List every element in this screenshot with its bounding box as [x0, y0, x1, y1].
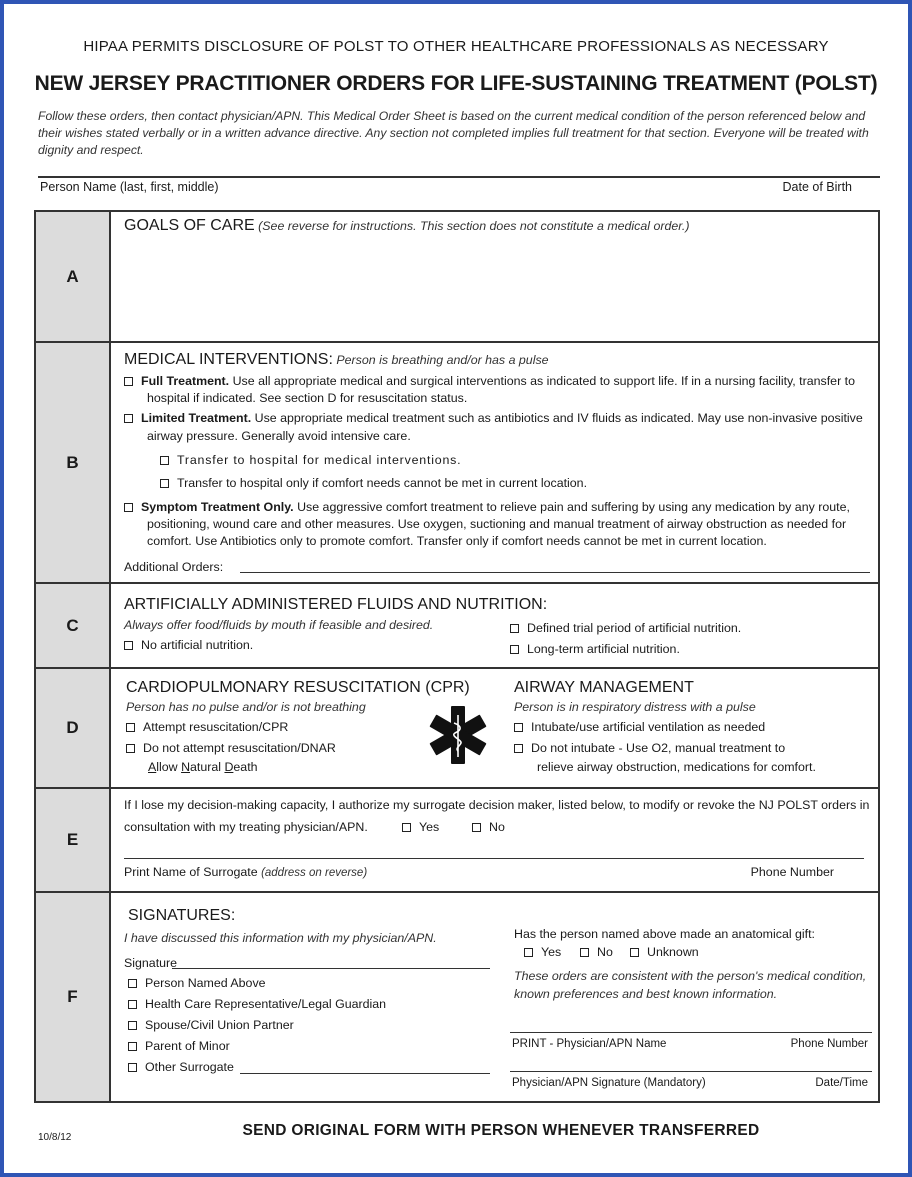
- signatures-heading: SIGNATURES:: [128, 907, 236, 924]
- healthcare-rep-checkbox[interactable]: [128, 1000, 137, 1009]
- goals-of-care-note: (See reverse for instructions. This section does not constitute a medical order.): [258, 219, 690, 233]
- medical-interventions-heading: MEDICAL INTERVENTIONS:: [124, 351, 333, 368]
- transfer-hospital-checkbox[interactable]: [160, 456, 169, 465]
- cpr-sub: Person has no pulse and/or is not breathing: [126, 700, 366, 714]
- limited-treatment-text-2: airway pressure. Generally avoid intensive care.: [147, 429, 411, 443]
- signature-label: Signature: [124, 956, 178, 970]
- full-treatment-text: Use all appropriate medical and surgical interventions as indicated to support life. If in a nursing facility, transfer to: [232, 374, 855, 388]
- symptom-treatment-text-3: comfort. Use Antibiotics only to promote comfort. Transfer only if comfort needs cannot be met in current location.: [147, 534, 767, 548]
- do-not-intubate-label-2: relieve airway obstruction, medications for comfort.: [537, 760, 816, 774]
- parent-label: Parent of Minor: [145, 1039, 230, 1053]
- surrogate-authorization-text: If I lose my decision-making capacity, I authorize my surrogate decision maker, listed below, to modify or revoke the NJ POLST orders in: [124, 798, 870, 812]
- transfer-comfort-checkbox[interactable]: [160, 479, 169, 488]
- limited-treatment-text: Use appropriate medical treatment such as antibiotics and IV fluids as indicated. May use non-invasive positive: [254, 411, 863, 425]
- intubate-checkbox[interactable]: [514, 723, 523, 732]
- full-treatment-checkbox[interactable]: [124, 377, 133, 386]
- trial-nutrition-label: Defined trial period of artificial nutrition.: [527, 621, 742, 635]
- trial-nutrition-checkbox[interactable]: [510, 624, 519, 633]
- section-c: [34, 582, 880, 669]
- full-treatment-text-2: hospital if indicated. See section D for resuscitation status.: [147, 391, 468, 405]
- form-intro: Follow these orders, then contact physician/APN. This Medical Order Sheet is based on the current medical condition of the person referenced below and their wishes stated verbally or in a written advance directive. Any section not completed implies full treatment for that section. Everyone will be treated with dignity and respect.: [38, 109, 869, 157]
- physician-name-line[interactable]: [510, 1032, 872, 1033]
- gift-no-label: No: [597, 945, 613, 959]
- airway-sub: Person is in respiratory distress with a pulse: [514, 700, 756, 714]
- section-a: [34, 210, 880, 343]
- gift-yes-label: Yes: [541, 945, 562, 959]
- gift-unknown-label: Unknown: [647, 945, 699, 959]
- gift-no-checkbox[interactable]: [580, 948, 589, 957]
- signature-line[interactable]: [172, 968, 490, 969]
- no-nutrition-checkbox[interactable]: [124, 641, 133, 650]
- other-surrogate-line[interactable]: [240, 1073, 490, 1074]
- limited-treatment-label: Limited Treatment.: [141, 411, 252, 425]
- section-f: [34, 891, 880, 1103]
- goals-of-care-field[interactable]: [124, 242, 872, 337]
- form-title: NEW JERSEY PRACTITIONER ORDERS FOR LIFE-SUSTAINING TREATMENT (POLST): [34, 72, 878, 95]
- section-letter: D: [36, 669, 111, 787]
- section-letter: A: [36, 212, 111, 341]
- cpr-heading: CARDIOPULMONARY RESUSCITATION (CPR): [126, 679, 470, 696]
- section-b: [34, 341, 880, 584]
- intubate-label: Intubate/use artificial ventilation as needed: [531, 720, 766, 734]
- section-letter: E: [36, 789, 111, 891]
- section-letter: C: [36, 584, 111, 667]
- section-letter: B: [36, 343, 111, 582]
- other-surrogate-label: Other Surrogate: [145, 1060, 234, 1074]
- physician-print-label: PRINT - Physician/APN Name: [512, 1038, 667, 1050]
- do-not-intubate-checkbox[interactable]: [514, 744, 523, 753]
- symptom-treatment-text-2: positioning, wound care and other measures. Use oxygen, suctioning and manual treatment of airway obstruction as needed for: [147, 517, 847, 531]
- symptom-treatment-text: Use aggressive comfort treatment to relieve pain and suffering by using any medication by any route,: [297, 500, 850, 514]
- signatures-discussed: I have discussed this information with my physician/APN.: [124, 931, 437, 945]
- section-letter: F: [36, 893, 111, 1101]
- surrogate-yes-label: Yes: [419, 820, 440, 834]
- surrogate-phone-label: Phone Number: [750, 865, 834, 879]
- surrogate-print-note: (address on reverse): [261, 867, 368, 879]
- medical-interventions-sub: Person is breathing and/or has a pulse: [336, 353, 549, 367]
- full-treatment-label: Full Treatment.: [141, 374, 230, 388]
- person-named-checkbox[interactable]: [128, 979, 137, 988]
- allow-natural-death: Allow Natural Death: [148, 760, 258, 774]
- parent-checkbox[interactable]: [128, 1042, 137, 1051]
- surrogate-name-line[interactable]: [124, 858, 864, 859]
- other-surrogate-checkbox[interactable]: [128, 1063, 137, 1072]
- person-info-row: [38, 176, 880, 198]
- additional-orders-line[interactable]: [240, 572, 870, 573]
- no-nutrition-label: No artificial nutrition.: [141, 638, 254, 652]
- dnar-checkbox[interactable]: [126, 744, 135, 753]
- date-of-birth-label: Date of Birth: [782, 180, 852, 194]
- do-not-intubate-label: Do not intubate - Use O2, manual treatment to: [531, 741, 786, 755]
- fluids-sub: Always offer food/fluids by mouth if feasible and desired.: [124, 618, 434, 632]
- person-name-label: Person Name (last, first, middle): [40, 180, 219, 194]
- section-e: [34, 787, 880, 893]
- form-date: 10/8/12: [38, 1132, 72, 1143]
- healthcare-rep-label: Health Care Representative/Legal Guardian: [145, 997, 387, 1011]
- person-named-label: Person Named Above: [145, 976, 266, 990]
- goals-of-care-heading: GOALS OF CARE: [124, 217, 255, 234]
- surrogate-no-checkbox[interactable]: [472, 823, 481, 832]
- transfer-hospital-label: Transfer to hospital for medical interventions.: [177, 453, 462, 467]
- long-term-nutrition-checkbox[interactable]: [510, 645, 519, 654]
- send-original-notice: SEND ORIGINAL FORM WITH PERSON WHENEVER TRANSFERRED: [242, 1122, 760, 1139]
- physician-phone-label: Phone Number: [790, 1038, 868, 1050]
- attempt-cpr-label: Attempt resuscitation/CPR: [143, 720, 289, 734]
- hipaa-notice: HIPAA PERMITS DISCLOSURE OF POLST TO OTHER HEALTHCARE PROFESSIONALS AS NECESSARY: [83, 38, 829, 55]
- symptom-treatment-checkbox[interactable]: [124, 503, 133, 512]
- attempt-cpr-checkbox[interactable]: [126, 723, 135, 732]
- surrogate-no-label: No: [489, 820, 505, 834]
- airway-heading: AIRWAY MANAGEMENT: [514, 679, 694, 696]
- long-term-nutrition-label: Long-term artificial nutrition.: [527, 642, 680, 656]
- gift-unknown-checkbox[interactable]: [630, 948, 639, 957]
- surrogate-print-label: Print Name of Surrogate: [124, 865, 258, 879]
- orders-consistent-text: These orders are consistent with the person's medical condition,: [514, 969, 867, 983]
- spouse-checkbox[interactable]: [128, 1021, 137, 1030]
- dnar-label: Do not attempt resuscitation/DNAR: [143, 741, 336, 755]
- section-d: [34, 667, 880, 789]
- orders-consistent-text-2: known preferences and best known information.: [514, 987, 778, 1001]
- limited-treatment-checkbox[interactable]: [124, 414, 133, 423]
- spouse-label: Spouse/Civil Union Partner: [145, 1018, 294, 1032]
- transfer-comfort-label: Transfer to hospital only if comfort needs cannot be met in current location.: [177, 476, 588, 490]
- anatomical-gift-question: Has the person named above made an anatomical gift:: [514, 927, 815, 941]
- physician-signature-line[interactable]: [510, 1071, 872, 1072]
- gift-yes-checkbox[interactable]: [524, 948, 533, 957]
- surrogate-authorization-text-2: consultation with my treating physician/APN.: [124, 820, 368, 834]
- surrogate-yes-checkbox[interactable]: [402, 823, 411, 832]
- symptom-treatment-label: Symptom Treatment Only.: [141, 500, 294, 514]
- additional-orders-label: Additional Orders:: [124, 560, 224, 574]
- fluids-heading: ARTIFICIALLY ADMINISTERED FLUIDS AND NUTRITION:: [124, 596, 548, 613]
- date-time-label: Date/Time: [815, 1077, 868, 1089]
- star-of-life-icon: [428, 705, 488, 765]
- physician-signature-label: Physician/APN Signature (Mandatory): [512, 1077, 706, 1089]
